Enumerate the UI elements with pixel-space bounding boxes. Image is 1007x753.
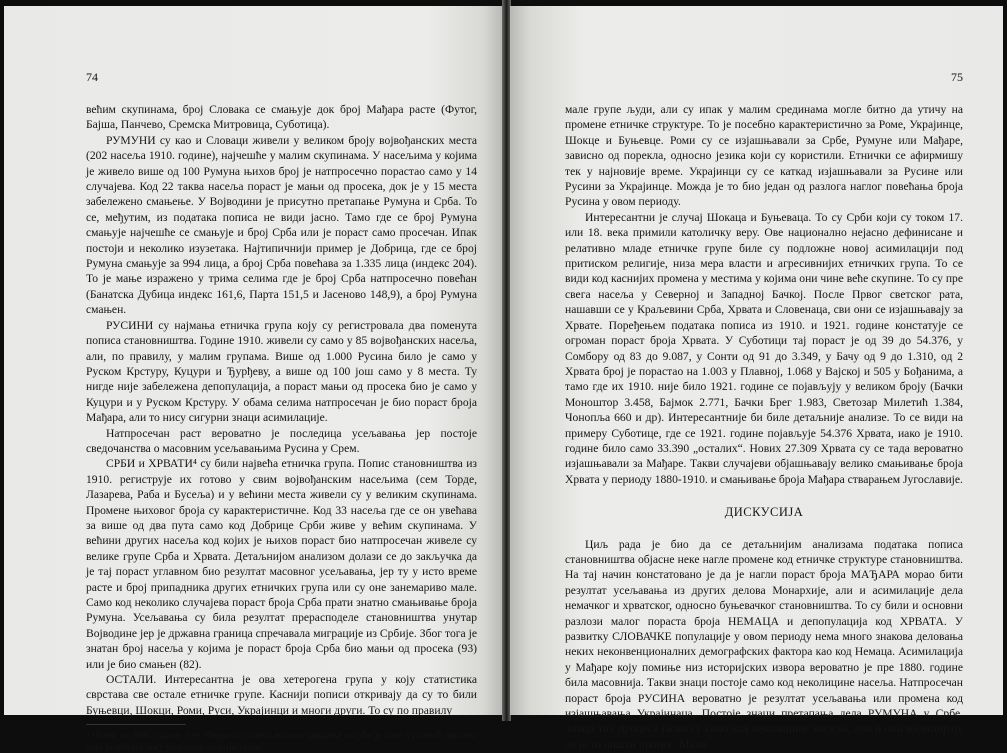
paragraph: РУМУНИ су као и Словаци живели у великом броју војвођанских места (202 насеља 1910. године), најчешће у малим скупинама. У насељима у којима је живело више од 100 Румуна њихов број је натпросечно порастао само у 14 случајева. Код 22 таква насеља пораст је мањи од просека, док је у 15 места забележено смањење. У Војводини је присутно претапање Румуна и Срба. То се, међутим, из података пописа не види јасно. Тамо где се број Румуна смањује најчешће се смањује и број Срба или је пораст само просечан. Ипак постоји и неколико изузетака. Најтипичнији пример је Добрица, где се број Румуна смањује за 994 лица, а број Срба повећава за 1.335 лица (индекс 204). То је мање изражено у трима селима где је број Срба натпросечно повећан (Банатска Дубица индекс 161,6, Парта 151,5 и Јасеново 148,9), а број Румуна смањен. [86,133,477,317]
footnote-divider [86,724,186,725]
paragraph: РУСИНИ су најмања етничка група коју су регистровала два поменута пописа становништва. Године 1910. живели су само у 85 војвођанских насеља, али, по правилу, у малим групама. Више од 1.000 Русина било је само у Руском Крстуру, Куцури и Ђурђеву, а више од 100 још само у 8 места. Ту нигде није забележена депопулација, а пораст мањи од просека био је само у Куцури и у Руском Крстуру. У обама селима натпросечан је био пораст броја Мађара, али то нису сигурни знаци асимилације. [86,318,477,425]
paragraph: мале групе људи, али су ипак у малим срединама могле битно да утичу на промене етничке структуре. То је посебно карактеристично за Роме, Украјинце, Шокце и Буњевце. Роми су се изјашњавали за Србе, Румуне или Мађаре, зависно од порекла, односно језика који су користили. Етнички се афирмишу тек у најновије време. Украјинци су се каткад изјашњавали за Русине или Русини за Украјинце. Можда је то био један од разлога наглог повећања броја Русина у овом периоду. [565,103,963,209]
footnote: ⁴ Попис из 1880. године даје збирне податке и њихово одвајање могуће је само уз помоћ процена чији резултати нису увек сопроцентно тачни. [86,730,477,753]
paragraph: Натпросечан раст вероватно је последица усељавања јер постоје сведочанства о масовним усељавањима Русина у Срем. [86,426,477,455]
section-heading: ДИСКУСИЈА [724,505,804,520]
left-page [4,6,503,753]
paragraph: Циљ рада је био да се детаљнијим анализама података пописа становништва објасне неке нагле промене код етничке структуре становништва. На тај начин констатовано је да је нагли пораст броја МАЂАРА морао бити резултат усељавања из других делова Монархије, али и асимилације дела немачког и хрватског, односно буњевачког становништва. То су били и основни разлози малог пораста броја НЕМАЦА и депопулација код ХРВАТА. У развитку СЛОВАЧКЕ популације у овом периоду нема много знакова деловања неких неконвенционалних демографских фактора као код Немаца. Асимилација у Мађаре коју помиње низ историјских извора вероватно је пре 1880. године била масовнија. Такви знаци постоје само код неколицине насеља. Натпросечан пораст броја РУСИНА вероватно је резултат усељавања или промена код изјашњавања Украјинаца. Постоје знаци претапања дела РУМУНА у Србе. Знаци тих процеса јасни су само код неколицине насеља, али и они индицирају да је то општи процес. Мали [565,537,963,751]
paragraph: Интересантни је случај Шокаца и Буњеваца. То су Срби који су током 17. или 18. века примили католичку веру. Ове национално нејасно дефинисане и релативно младе етничке групе биле су подложне новој асимилацији под притиском религије, низа мера власти и агресивнијих етничких група. То се види код каснијих промена у местима у којима они чине веће скупине. То су пре свега насеља у Северној и Западној Бачкој. После Првог светског рата, нашавши се у Краљевини Срба, Хрвата и Словенаца, сви они се изјашњавају за Хрвате. Поређењем података пописа из 1910. и 1921. године констатује се огроман пораст броја Хрвата. У Суботици тај пораст је од 39 до 54.376, у Сомбору од 83 до 9.087, у Сонти од 91 до 3.349, у Бачу од 9 до 1.310, од 2 Хрвата број је порастао на 1.003 у Плавној, 1.068 у Вајској и 505 у Бођанима, а тамо где их 1910. није било 1921. године се појављују у великом броју (Бачки Моноштор 3.458, Бајмок 2.771, Бачки Брег 1.983, Светозар Милетић 1.384, Чонопља 660 и др). Интересантније би биле детаљније анализе. То се види на примеру Суботице, где се 1921. године појављује 54.376 Хрвата, иако је 1910. године било само 33.390 „осталих“. Нових 27.309 Хрвата су се тада вероватно изјашњавали за Мађаре. Такви случајеви објашњавају велико смањивање броја Хрвата у периоду 1880-1910. и смањивање броја Мађара стварањем Југославије. [565,210,963,486]
page-number-left: 74 [86,70,98,84]
paragraph: ОСТАЛИ. Интересантна је ова хетерогена група у коју статистика сврстава све остале етничке групе. Каснији пописи откривају да су то били Буњевци, Шокци, Роми, Руси, Украјинци и многи други. То су по правилу [86,673,477,717]
right-page [510,6,1003,751]
paragraph: већим скупинама, број Словака се смањује док број Мађара расте (Футог, Бајша, Панчево, Сремска Митровица, Суботица). [86,103,477,132]
page-number-right: 75 [951,70,963,84]
right-page-body [565,102,963,752]
paragraph: СРБИ и ХРВАТИ⁴ су били највећа етничка група. Попис становништва из 1910. региструје их готово у свим војвођанским насељима (сем Торде, Лазарева, Раба и Бусеља) и у већини места живели су у великим скупинама. Промене њиховог броја су карактеристичне. Код 33 насеља где се он увећава за више од два пута само код Добрице Срби живе у већим скупинама. У већини других насеља код којих је њихов пораст био натпросечан живеле су велике групе Срба и Хрвата. Детаљнијом анализом долази се до закључка да је тај пораст углавном био резултат масовног усељавања, јер ту у исто време расте и број припадника других етничких група или су оне занемариво мале. Само код неколико случајева пораст броја Срба прати знатно смањивање броја Румуна. Усељавања су била резултат прерасподеле становништва унутар Војводине јер је државна граница спречавала миграције из Србије. Због тога је знатан број насеља у којима је пораст броја Срба био мањи од просека (93) или је био смањен (82). [86,457,477,671]
left-page-body [86,102,477,718]
